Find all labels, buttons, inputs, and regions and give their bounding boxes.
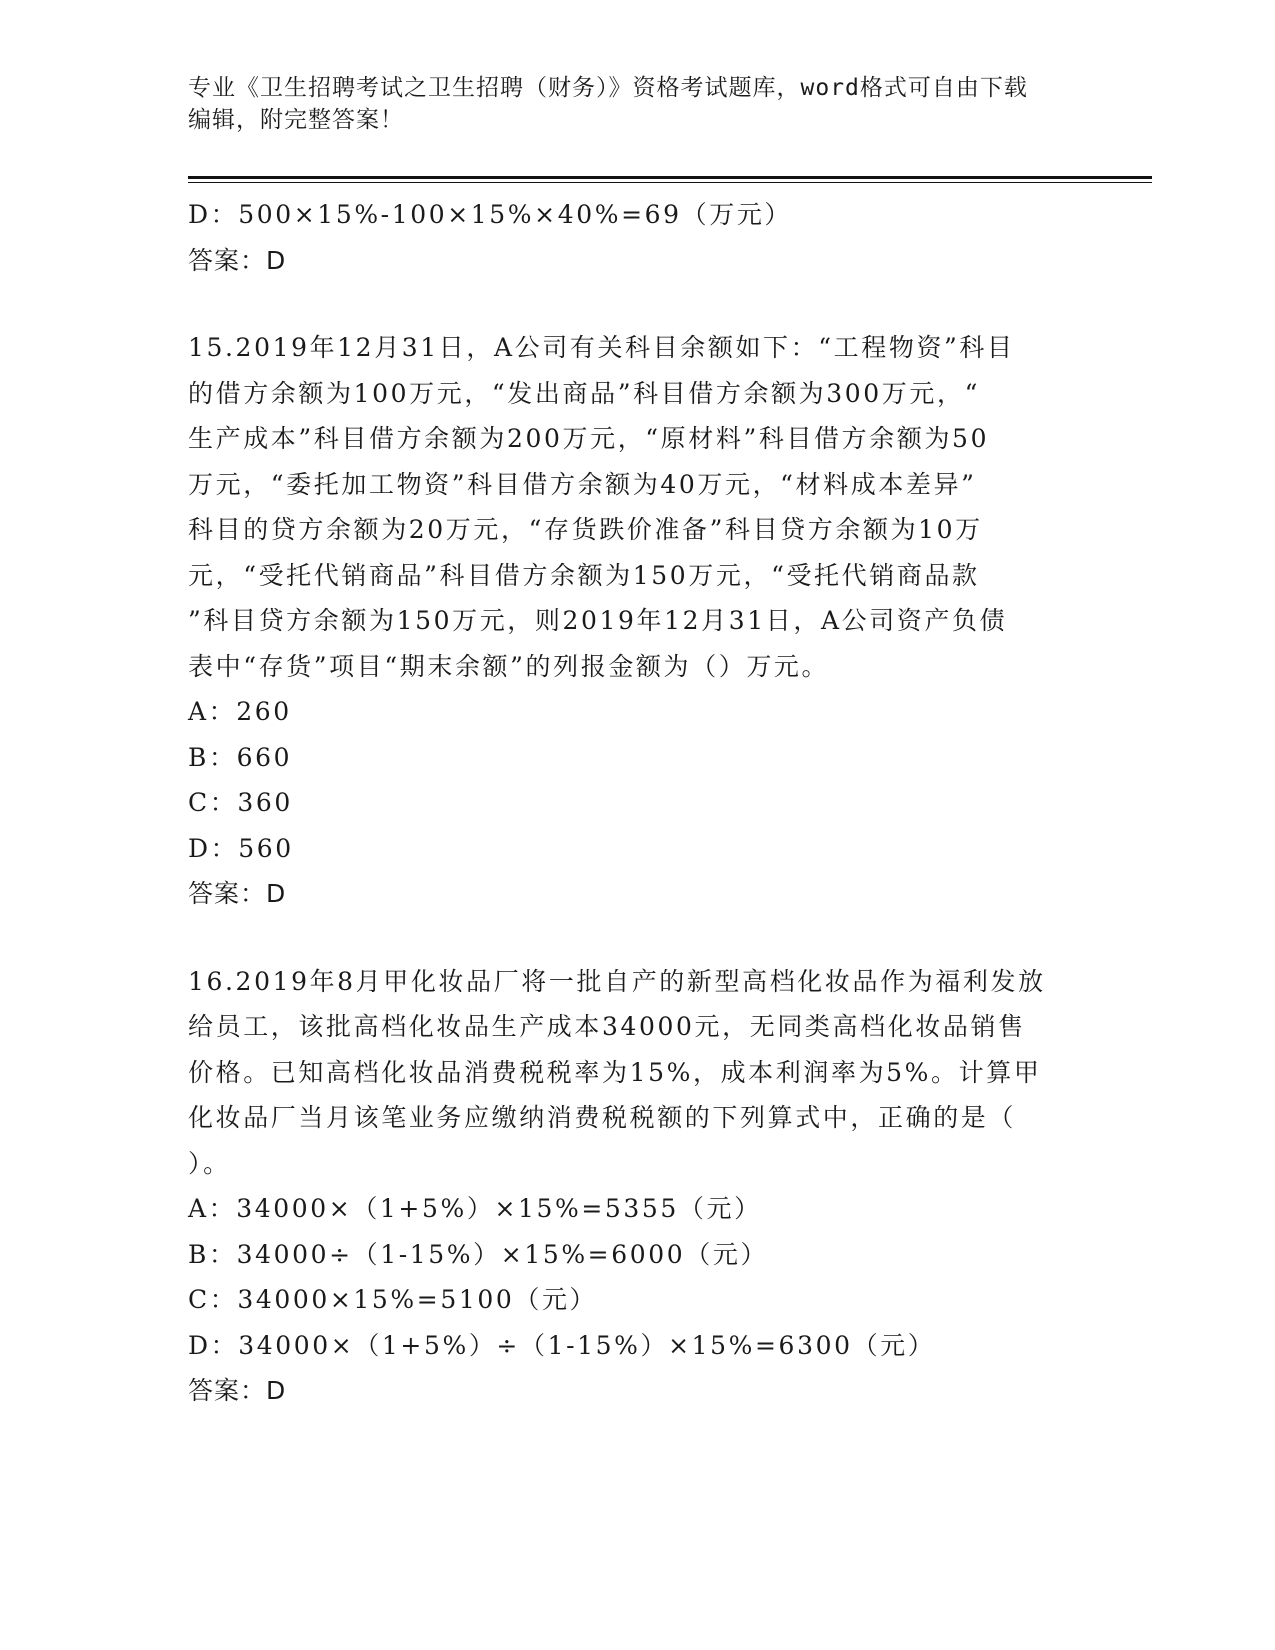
option-b: B：660 xyxy=(188,742,293,772)
option-b: B：34000÷（1-15%）×15%=6000（元） xyxy=(188,1239,769,1269)
option-d: D：560 xyxy=(188,833,294,863)
previous-question-tail xyxy=(188,192,1088,283)
header-divider-thick xyxy=(188,176,1152,179)
answer-line: 答案：D xyxy=(188,245,287,275)
option-a: A：260 xyxy=(188,697,292,726)
question-stem xyxy=(188,959,1088,1187)
stem-line: 化妆品厂当月该笔业务应缴纳消费税税额的下列算式中，正确的是（ xyxy=(188,1103,1017,1132)
header-line-1: 专业《卫生招聘考试之卫生招聘（财务）》资格考试题库，word格式可自由下载 xyxy=(188,75,1028,101)
option-c: C：34000×15%=5100（元） xyxy=(188,1285,598,1314)
stem-line: 元，“受托代销商品”科目借方余额为150万元，“受托代销商品款 xyxy=(188,560,980,590)
question-16 xyxy=(188,959,1088,1414)
option-d: D：34000×（1+5%）÷（1-15%）×15%=6300（元） xyxy=(188,1330,936,1360)
option-d: D：500×15%-100×15%×40%=69（万元） xyxy=(188,200,793,229)
spacer xyxy=(188,917,1088,959)
option-c: C：360 xyxy=(188,788,293,817)
stem-line: 给员工，该批高档化妆品生产成本34000元，无同类高档化妆品销售 xyxy=(188,1012,1026,1041)
stem-line: 16.2019年8月甲化妆品厂将一批自产的新型高档化妆品作为福利发放 xyxy=(188,966,1046,996)
answer-line: 答案：D xyxy=(188,1376,287,1405)
spacer xyxy=(188,283,1088,325)
stem-line: 生产成本”科目借方余额为200万元，“原材料”科目借方余额为50 xyxy=(188,424,990,453)
stem-line: 万元，“委托加工物资”科目借方余额为40万元，“材料成本差异” xyxy=(188,469,977,499)
document-body xyxy=(188,192,1088,1414)
stem-line: 科目的贷方余额为20万元，“存货跌价准备”科目贷方余额为10万 xyxy=(188,515,983,544)
stem-line: 价格。已知高档化妆品消费税税率为15%，成本利润率为5%。计算甲 xyxy=(188,1057,1042,1087)
answer-line: 答案：D xyxy=(188,879,287,908)
stem-line: 表中“存货”项目“期末余额”的列报金额为（）万元。 xyxy=(188,651,830,681)
header-line-2: 编辑，附完整答案！ xyxy=(188,107,404,133)
page-header xyxy=(188,72,1068,136)
stem-line: ”科目贷方余额为150万元，则2019年12月31日，A公司资产负债 xyxy=(188,606,1008,635)
option-a: A：34000×（1+5%）×15%=5355（元） xyxy=(188,1194,762,1223)
stem-line: ）。 xyxy=(188,1148,231,1178)
question-stem xyxy=(188,325,1088,689)
header-divider-thin xyxy=(188,182,1152,183)
stem-line: 15.2019年12月31日，A公司有关科目余额如下：“工程物资”科目 xyxy=(188,333,1015,362)
stem-line: 的借方余额为100万元，“发出商品”科目借方余额为300万元，“ xyxy=(188,378,980,408)
question-15 xyxy=(188,325,1088,917)
